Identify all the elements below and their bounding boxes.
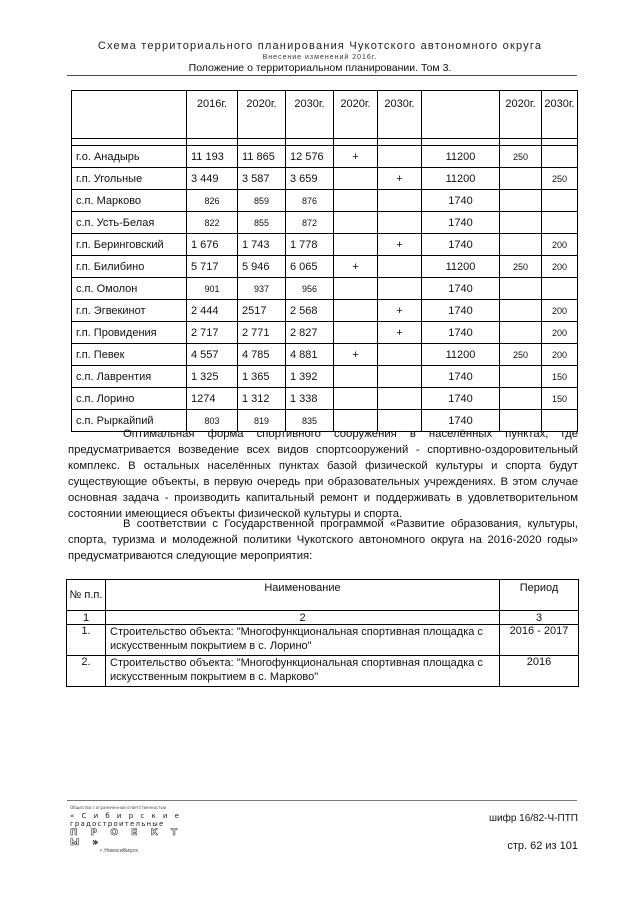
plan-2030 bbox=[378, 366, 422, 388]
norm-2030 bbox=[542, 190, 578, 212]
settlement-name: г.п. Беринговский bbox=[72, 234, 187, 256]
value-2020: 937 bbox=[238, 278, 286, 300]
settlement-name: г.п. Билибино bbox=[72, 256, 187, 278]
norm-2030: 150 bbox=[542, 366, 578, 388]
table-row bbox=[72, 278, 578, 300]
value-2030: 872 bbox=[286, 212, 334, 234]
value-2030: 1 778 bbox=[286, 234, 334, 256]
org-name-line1: « С и б и р с к и е bbox=[70, 812, 182, 820]
header-cell: 2020г. bbox=[500, 91, 542, 139]
column-number: 3 bbox=[500, 611, 579, 625]
norm-2030: 250 bbox=[542, 168, 578, 190]
settlement-name: с.п. Усть-Белая bbox=[72, 212, 187, 234]
settlement-name: с.п. Рыркайпий bbox=[72, 410, 187, 432]
header-cell: 2016г. bbox=[187, 91, 238, 139]
value-2030: 12 576 bbox=[286, 146, 334, 168]
norm-2020 bbox=[500, 278, 542, 300]
capacity: 11200 bbox=[422, 344, 500, 366]
plan-2020 bbox=[334, 388, 378, 410]
value-2016: 2 717 bbox=[187, 322, 238, 344]
document-subtitle: Положение о территориальном планировании. Том 3. bbox=[188, 62, 452, 74]
norm-2020 bbox=[500, 190, 542, 212]
row-period: 2016 bbox=[500, 656, 579, 687]
org-name-line2: градостроительные bbox=[70, 820, 165, 828]
table-row bbox=[72, 168, 578, 190]
plan-2020 bbox=[334, 212, 378, 234]
settlement-name: с.п. Лорино bbox=[72, 388, 187, 410]
value-2016: 4 557 bbox=[187, 344, 238, 366]
capacity: 1740 bbox=[422, 410, 500, 432]
plan-2020 bbox=[334, 366, 378, 388]
settlement-name: г.о. Анадырь bbox=[72, 146, 187, 168]
value-2030: 1 338 bbox=[286, 388, 334, 410]
capacity: 1740 bbox=[422, 388, 500, 410]
plan-2030 bbox=[378, 190, 422, 212]
value-2020: 855 bbox=[238, 212, 286, 234]
norm-2020: 250 bbox=[500, 146, 542, 168]
column-number: 1 bbox=[67, 611, 106, 625]
header-cell bbox=[72, 91, 187, 139]
value-2020: 11 865 bbox=[238, 146, 286, 168]
header-cell: 2030г. bbox=[542, 91, 578, 139]
value-2016: 822 bbox=[187, 212, 238, 234]
norm-2020 bbox=[500, 234, 542, 256]
value-2030: 835 bbox=[286, 410, 334, 432]
value-2020: 819 bbox=[238, 410, 286, 432]
header-divider bbox=[67, 75, 577, 76]
value-2016: 2 444 bbox=[187, 300, 238, 322]
norm-2030 bbox=[542, 146, 578, 168]
plan-2030: + bbox=[378, 322, 422, 344]
value-2016: 5 717 bbox=[187, 256, 238, 278]
value-2030: 956 bbox=[286, 278, 334, 300]
norm-2030: 200 bbox=[542, 322, 578, 344]
value-2016: 803 bbox=[187, 410, 238, 432]
capacity: 11200 bbox=[422, 146, 500, 168]
value-2016: 901 bbox=[187, 278, 238, 300]
settlement-name: с.п. Омолон bbox=[72, 278, 187, 300]
table-row bbox=[72, 212, 578, 234]
value-2020: 859 bbox=[238, 190, 286, 212]
page-number: стр. 62 из 101 bbox=[507, 840, 578, 852]
sports-facilities-table bbox=[71, 90, 578, 432]
value-2030: 6 065 bbox=[286, 256, 334, 278]
footer-divider bbox=[67, 800, 577, 801]
plan-2020 bbox=[334, 234, 378, 256]
document-cipher: шифр 16/82-Ч-ПТП bbox=[488, 813, 578, 824]
plan-2020: + bbox=[334, 256, 378, 278]
column-number: 2 bbox=[106, 611, 500, 625]
norm-2020 bbox=[500, 366, 542, 388]
norm-2020 bbox=[500, 388, 542, 410]
norm-2030: 150 bbox=[542, 388, 578, 410]
table-row bbox=[72, 146, 578, 168]
value-2016: 826 bbox=[187, 190, 238, 212]
norm-2030 bbox=[542, 212, 578, 234]
plan-2030 bbox=[378, 256, 422, 278]
org-name-line3: П Р О Е К Т Ы » bbox=[70, 828, 183, 848]
plan-2030 bbox=[378, 388, 422, 410]
plan-2030: + bbox=[378, 234, 422, 256]
value-2030: 876 bbox=[286, 190, 334, 212]
paragraph-sport-facilities: Оптимальная форма спортивного сооружения в населённых пунктах, где предусматривается возведение всех видов спортсооружений - спортивно-оздоровительный комплекс. В остальных населённых пунктах базой физической культуры и спорта будут существующие объекты, в первую очередь при образовательных учреждениях. В этом случае основная задача - производить капитальный ремонт и поддерживать в удовлетворительном состоянии имеющиеся объекты физической культуры и спорта. bbox=[68, 428, 578, 520]
norm-2030 bbox=[542, 278, 578, 300]
capacity: 1740 bbox=[422, 212, 500, 234]
value-2020: 3 587 bbox=[238, 168, 286, 190]
capacity: 1740 bbox=[422, 300, 500, 322]
paragraph-state-program: В соответствии с Государственной программой «Развитие образования, культуры, спорта, туризма и молодежной политики Чукотского автономного округа на 2016-2020 годы» предусматриваются следующие мероприятия: bbox=[68, 518, 578, 562]
value-2030: 4 881 bbox=[286, 344, 334, 366]
plan-2020 bbox=[334, 322, 378, 344]
capacity: 1740 bbox=[422, 278, 500, 300]
plan-2020: + bbox=[334, 146, 378, 168]
table-row bbox=[72, 388, 578, 410]
table-row bbox=[72, 322, 578, 344]
plan-2020 bbox=[334, 300, 378, 322]
row-name: Строительство объекта: "Многофункциональная спортивная площадка с искусственным покрытием в с. Марково" bbox=[106, 656, 500, 687]
row-num: 1. bbox=[67, 625, 106, 656]
value-2016: 1274 bbox=[187, 388, 238, 410]
value-2030: 2 827 bbox=[286, 322, 334, 344]
value-2020: 2517 bbox=[238, 300, 286, 322]
norm-2020: 250 bbox=[500, 256, 542, 278]
value-2020: 1 743 bbox=[238, 234, 286, 256]
header-period: Период bbox=[500, 580, 579, 611]
org-logo bbox=[70, 805, 190, 854]
header-cell: 2030г. bbox=[378, 91, 422, 139]
document-title: Схема территориального планирования Чукотского автономного округа bbox=[97, 40, 543, 52]
value-2030: 1 392 bbox=[286, 366, 334, 388]
plan-2020 bbox=[334, 190, 378, 212]
value-2016: 1 325 bbox=[187, 366, 238, 388]
norm-2030: 200 bbox=[542, 300, 578, 322]
row-num: 2. bbox=[67, 656, 106, 687]
measures-table bbox=[66, 579, 579, 687]
table-spacer-row bbox=[72, 139, 578, 146]
value-2020: 1 365 bbox=[238, 366, 286, 388]
value-2016: 3 449 bbox=[187, 168, 238, 190]
row-period: 2016 - 2017 bbox=[500, 625, 579, 656]
norm-2020 bbox=[500, 300, 542, 322]
norm-2030: 200 bbox=[542, 344, 578, 366]
header-cell: 2020г. bbox=[238, 91, 286, 139]
settlement-name: г.п. Певек bbox=[72, 344, 187, 366]
settlement-name: с.п. Марково bbox=[72, 190, 187, 212]
norm-2020 bbox=[500, 322, 542, 344]
value-2016: 1 676 bbox=[187, 234, 238, 256]
plan-2030: + bbox=[378, 300, 422, 322]
value-2016: 11 193 bbox=[187, 146, 238, 168]
plan-2020 bbox=[334, 168, 378, 190]
header-cell bbox=[422, 91, 500, 139]
table-row bbox=[72, 190, 578, 212]
capacity: 11200 bbox=[422, 168, 500, 190]
norm-2020: 250 bbox=[500, 344, 542, 366]
value-2020: 1 312 bbox=[238, 388, 286, 410]
plan-2030: + bbox=[378, 168, 422, 190]
norm-2030: 200 bbox=[542, 234, 578, 256]
header-cell: 2030г. bbox=[286, 91, 334, 139]
value-2020: 4 785 bbox=[238, 344, 286, 366]
plan-2020: + bbox=[334, 344, 378, 366]
table-header-row bbox=[72, 91, 578, 139]
capacity: 1740 bbox=[422, 190, 500, 212]
org-city: г.Новосибирск bbox=[100, 848, 139, 854]
table-row bbox=[72, 300, 578, 322]
settlement-name: с.п. Лаврентия bbox=[72, 366, 187, 388]
capacity: 1740 bbox=[422, 234, 500, 256]
settlement-name: г.п. Провидения bbox=[72, 322, 187, 344]
capacity: 1740 bbox=[422, 322, 500, 344]
table-row bbox=[72, 256, 578, 278]
table-row bbox=[67, 625, 579, 656]
header-cell: 2020г. bbox=[334, 91, 378, 139]
plan-2030 bbox=[378, 212, 422, 234]
norm-2020 bbox=[500, 212, 542, 234]
capacity: 1740 bbox=[422, 366, 500, 388]
value-2020: 2 771 bbox=[238, 322, 286, 344]
settlement-name: г.п. Эгвекинот bbox=[72, 300, 187, 322]
value-2030: 2 568 bbox=[286, 300, 334, 322]
value-2020: 5 946 bbox=[238, 256, 286, 278]
capacity: 11200 bbox=[422, 256, 500, 278]
table-row bbox=[72, 344, 578, 366]
plan-2030 bbox=[378, 146, 422, 168]
norm-2030: 200 bbox=[542, 256, 578, 278]
header-name: Наименование bbox=[106, 580, 500, 611]
org-type: Общество с ограниченной ответственностью bbox=[70, 805, 167, 810]
plan-2020 bbox=[334, 278, 378, 300]
plan-2030 bbox=[378, 344, 422, 366]
document-revision: Внесение изменений 2016г. bbox=[262, 54, 378, 61]
table-row bbox=[67, 656, 579, 687]
column-number-row bbox=[67, 611, 579, 625]
settlement-name: г.п. Угольные bbox=[72, 168, 187, 190]
value-2030: 3 659 bbox=[286, 168, 334, 190]
norm-2020 bbox=[500, 168, 542, 190]
table-header-row bbox=[67, 580, 579, 611]
table-row bbox=[72, 366, 578, 388]
header-num: № п.п. bbox=[67, 580, 106, 611]
plan-2030 bbox=[378, 278, 422, 300]
table-row bbox=[72, 234, 578, 256]
row-name: Строительство объекта: "Многофункциональная спортивная площадка с искусственным покрытием в с. Лорино" bbox=[106, 625, 500, 656]
